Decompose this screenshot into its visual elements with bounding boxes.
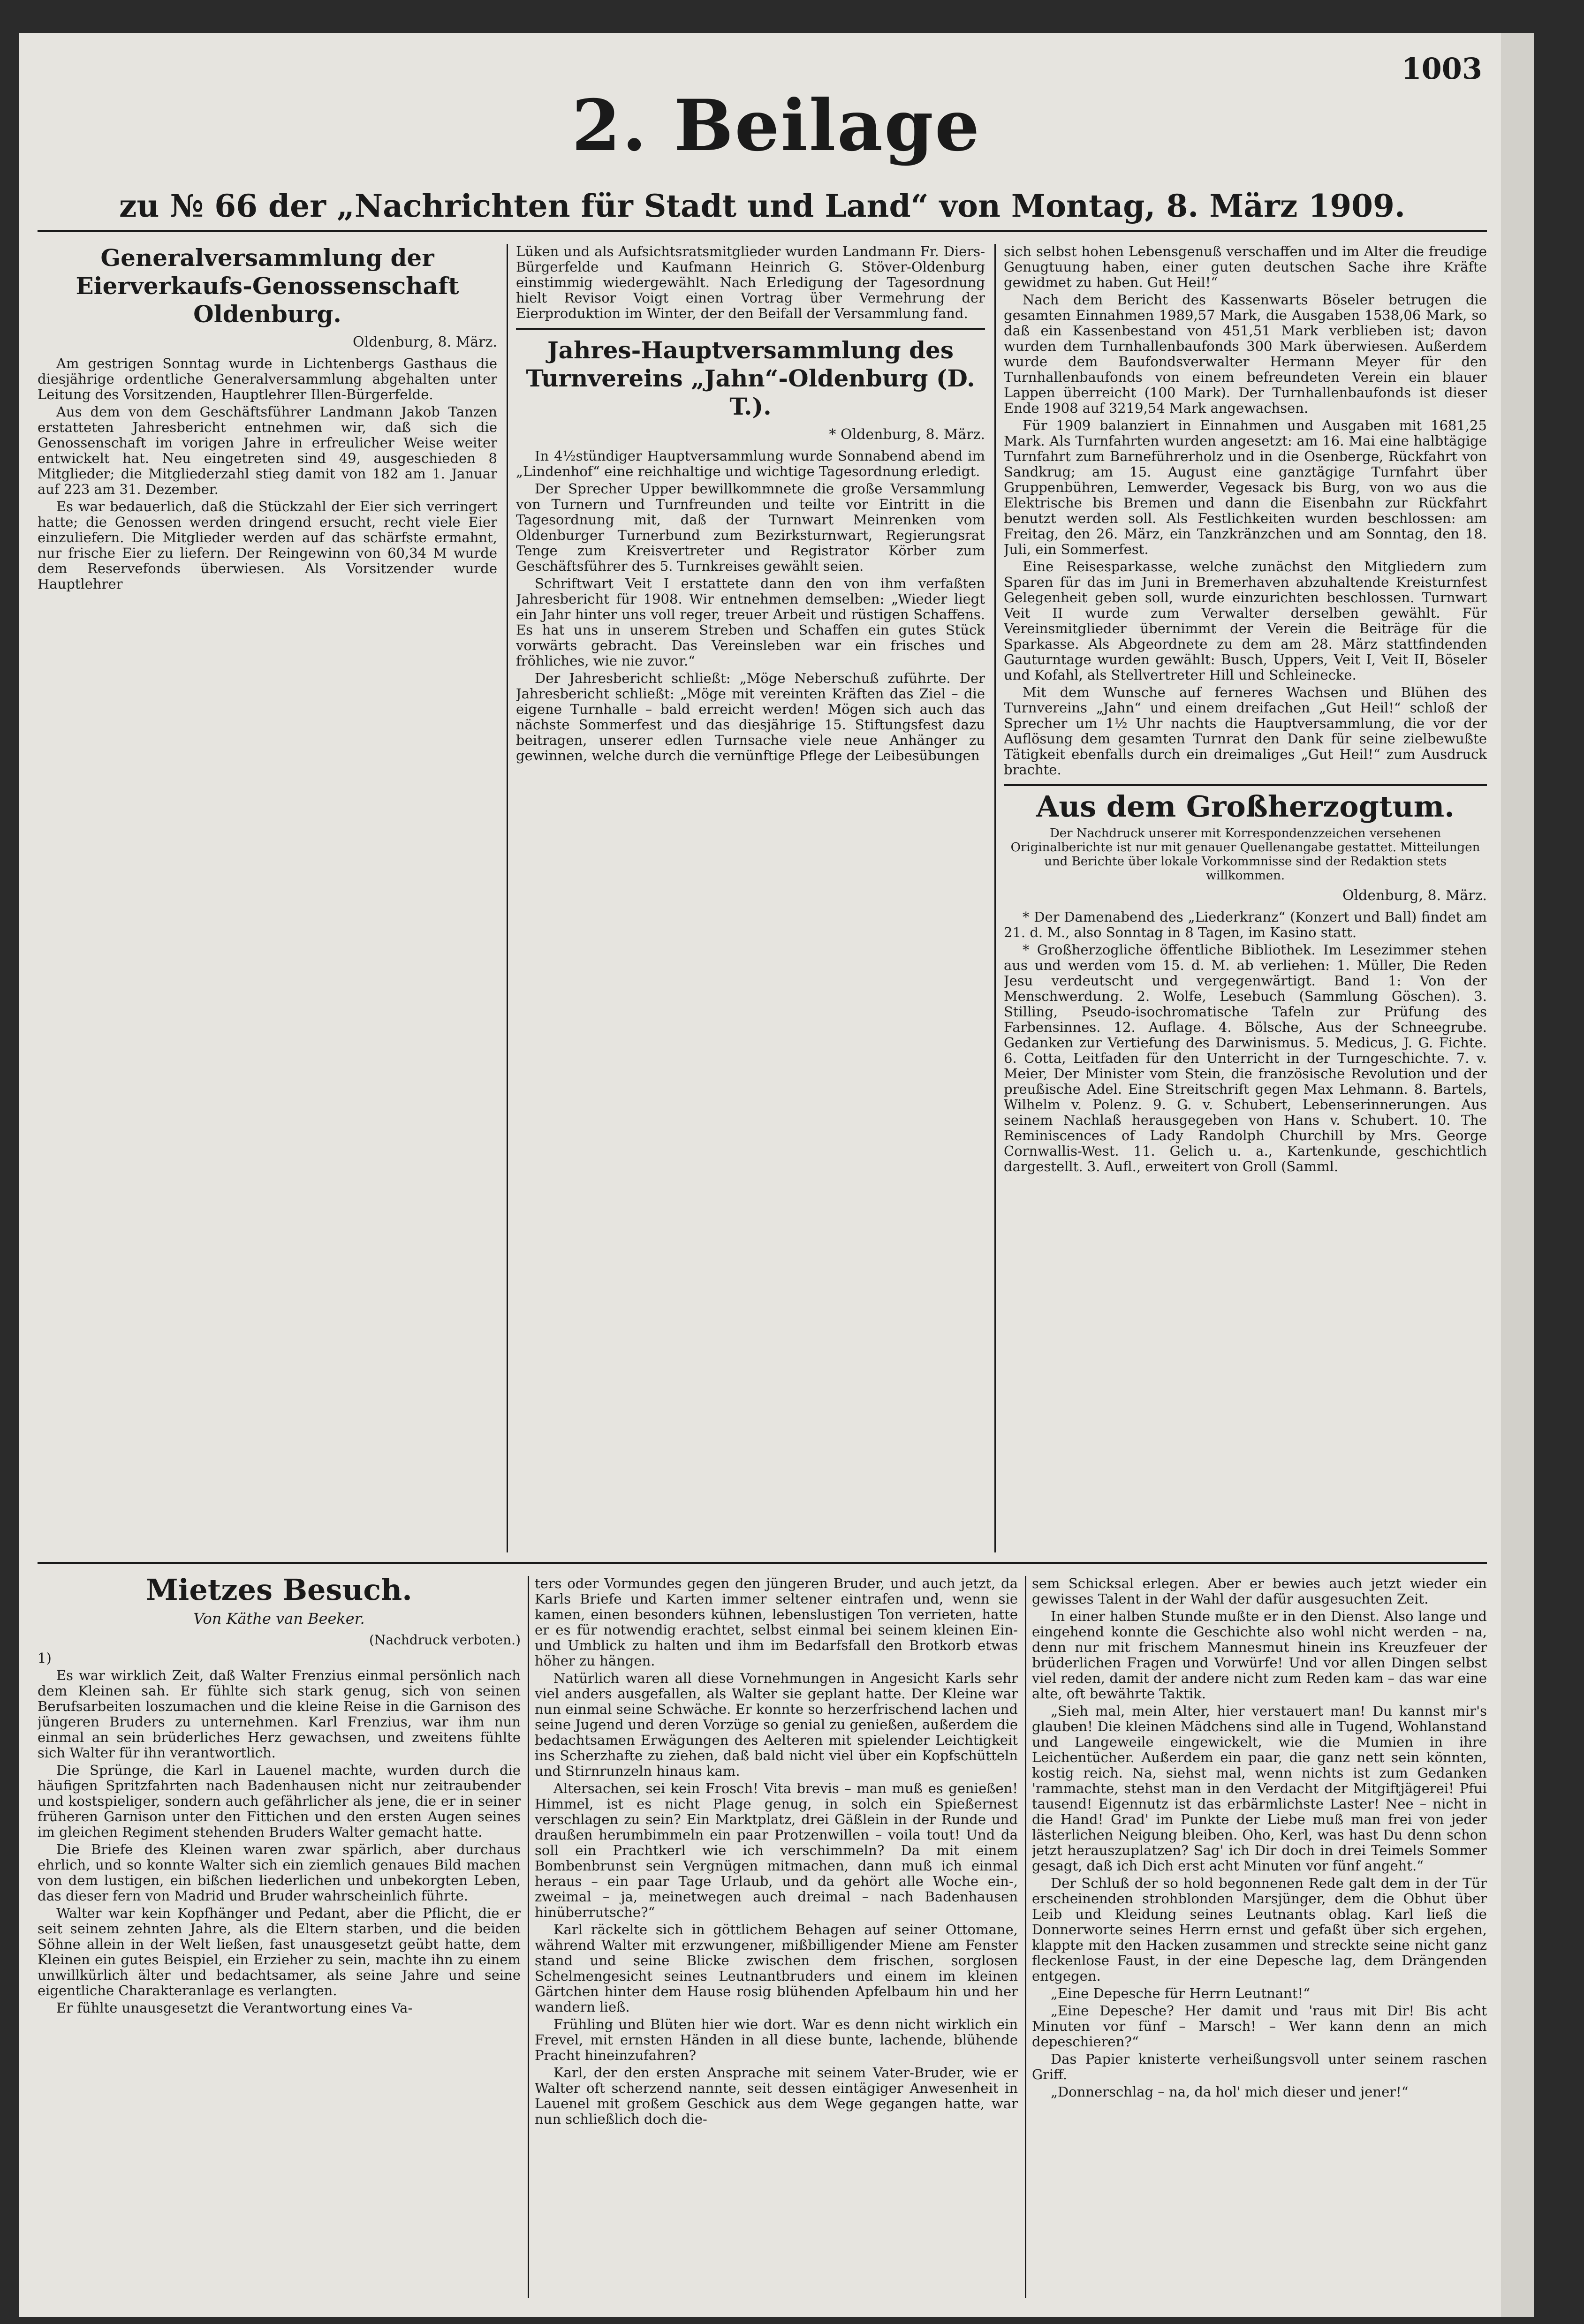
paragraph: Karl, der den ersten Ansprache mit seinem Vater-Bruder, wie er Walter oft scherzend nannte, seit dessen eintägiger Anwesenheit in Lauenel mit großem Geschick aus dem Wege gegangen hatte, war nun schließlich doch die-	[535, 2065, 1018, 2127]
header-rule	[38, 230, 1487, 232]
supplement-subtitle: zu № 66 der „Nachrichten für Stadt und Land“ von Montag, 8. März 1909.	[119, 188, 1405, 224]
article-rule	[516, 328, 985, 330]
article-turn-continued	[1004, 244, 1487, 1552]
story-column-2	[535, 1576, 1018, 2298]
column-divider	[507, 244, 508, 1552]
feuilleton-rule	[38, 1562, 1487, 1564]
paragraph: In 4½stündiger Hauptversammlung wurde Sonnabend abend im „Lindenhof“ eine reichhaltige und wichtige Tagesordnung erledigt.	[516, 448, 985, 479]
paragraph: Er fühlte unausgesetzt die Verantwortung eines Va-	[56, 2000, 413, 2016]
copyright-note: (Nachdruck verboten.)	[369, 1632, 521, 1648]
paragraph: Altersachen, sei kein Frosch! Vita brevis – man muß es genießen! Himmel, ist es nicht Plage genug, in solch ein Spießernest verschlagen zu sein? Ein Marktplatz, drei Gäßlein in der Runde und draußen herumbimmeln ein paar Protzenwillen – voila tout! Und da soll ein Prachtkerl wie ich verschimmeln? Da mit einem Bombenbrunst sein Vergnügen mitmachen, dann muß ich einmal heraus – ein paar Tage Urlaub, und da gehört alle Woche ein-, zweimal – ja, meinetwegen auch dreimal – nach Badenhausen hinüberrutsche?“	[535, 1780, 1018, 1920]
article-title: Jahres-Hauptversammlung des Turnvereins „Jahn“-Oldenburg (D. T.).	[526, 336, 975, 420]
column-divider	[994, 244, 996, 1552]
reprint-note: Der Nachdruck unserer mit Korrespondenzzeichen versehenen Originalberichte ist nur mit genauer Quellenangabe gestattet. Mitteilungen und Berichte über lokale Vorkommnisse sind der Redaktion stets willkommen.	[1010, 826, 1480, 883]
story-column-3	[1032, 1576, 1487, 2298]
paragraph: Walter war kein Kopfhänger und Pedant, aber die Pflicht, die er seit seinem zehnten Jahre, als die Eltern starben, und die beiden Söhne allein in der Welt ließen, fast unausgesetzt geübt hatte, dem Kleinen ein gutes Beispiel, ein Erzieher zu sein, machte ihn zu einem unwillkürlich älter und bedachtsamer, als seine Jahre und seine eigentliche Charakteranlage es verlangten.	[38, 1905, 521, 1998]
paragraph: Der Schluß der so hold begonnenen Rede galt dem in der Tür erscheinenden strohblonden Marsjünger, dem die Obhut über Leib und Kleidung seines Leutnants oblag. Karl ließ die Donnerworte seines Herrn ernst und gefaßt über sich ergehen, klappte mit den Hacken zusammen und streckte seine nicht ganz fleckenlose Faust, in der eine Depesche lag, dem Drängenden entgegen.	[1032, 1875, 1487, 1984]
dateline: Oldenburg, 8. März.	[352, 334, 497, 350]
paragraph: Am gestrigen Sonntag wurde in Lichtenbergs Gasthaus die diesjährige ordentliche Generalversammlung abgehalten unter Leitung des Vorsitzenden, Hauptlehrer Illen-Bürgerfelde.	[38, 356, 497, 402]
article-eier-continued	[516, 244, 985, 1552]
paragraph: Das Papier knisterte verheißungsvoll unter seinem raschen Griff.	[1032, 2051, 1487, 2082]
column-divider	[1025, 1576, 1026, 2298]
paragraph: „Donnerschlag – na, da hol' mich dieser und jener!“	[1051, 2084, 1409, 2100]
paragraph: Für 1909 balanziert in Einnahmen und Ausgaben mit 1681,25 Mark. Als Turnfahrten wurden angesetzt: am 16. Mai eine halbtägige Turnfahrt zum Barneführerholz und in die Osenberge, Rückfahrt von Sandkrug; am 15. August eine ganztägige Turnfahrt über Gruppenbühren, Lemwerder, Vegesack bis Burg, von wo aus die Elektrische bis Bremen und dann die Eisenbahn zur Rückfahrt benutzt werden soll. Als Festlichkeiten wurden beschlossen: am Freitag, den 26. März, ein Tanzkränzchen und am Sonntag, den 18. Juli, ein Sommerfest.	[1004, 417, 1487, 557]
page-number: 1003	[1401, 52, 1482, 86]
dateline: * Oldenburg, 8. März.	[829, 426, 985, 443]
paragraph: Karl räckelte sich in göttlichem Behagen auf seiner Ottomane, während Walter mit erzwungener, mißbilligender Miene am Fenster stand und seine Blicke zwischen dem frischen, sorglosen Schelmengesicht seines Leutnantbruders und einem im kleinen Gärtchen hinter dem Hause rosig blühenden Apfelbaum hin und her wandern ließ.	[535, 1922, 1018, 2015]
column-divider	[528, 1576, 529, 2298]
article-title: Generalversammlung der Eierverkaufs-Genossenschaft Oldenburg.	[76, 244, 459, 328]
paragraph: „Sieh mal, mein Alter, hier verstauert man! Du kannst mir's glauben! Die kleinen Mädchens sind alle in Tugend, Wohlanstand und Langeweile eingewickelt, wie die Mumien in ihre Leichentücher. Außerdem ein paar, die ganz nett sein könnten, kostig reich. Na, siehst mal, wenn nichts ist zum Gedanken 'rammachte, stehst man in den Verdacht der Mitgiftjägerei! Pfui tausend! Eigennutz ist das erbärmlichste Laster! Nee – nicht in die Hand! Grad' im Punkte der Liebe muß man frei von jeder lästerlichen Neigung bleiben. Oho, Kerl, was hast Du denn schon jetzt herauszuplatzen? Sag' ich Dir doch in drei Teimels Sommer gesagt, daß ich Dich erst acht Minuten vor fünf angeht.“	[1032, 1703, 1487, 1874]
paragraph: Eine Reisesparkasse, welche zunächst den Mitgliedern zum Sparen für das im Juni in Bremerhaven abzuhaltende Kreisturnfest Gelegenheit geben soll, wurde einzurichten beschlossen. Turnwart Veit II wurde zum Verwalter derselben gewählt. Für Vereinsmitglieder übernimmt der Verein die Beiträge für die Sparkasse. Als Abgeordnete zu dem am 28. März stattfindenden Gauturntage wurden gewählt: Busch, Uppers, Veit I, Veit II, Böseler und Kofahl, als Stellvertreter Hill und Schleinecke.	[1004, 559, 1487, 683]
paragraph: * Großherzogliche öffentliche Bibliothek. Im Lesezimmer stehen aus und werden vom 15. d. M. ab verliehen: 1. Müller, Die Reden Jesu verdeutscht und vergegenwärtigt. Band 1: Von der Menschwerdung. 2. Wolfe, Lesebuch (Sammlung Göschen). 3. Stilling, Pseudo-isochromatische Tafeln zur Prüfung des Farbensinnes. 12. Auflage. 4. Bölsche, Aus der Schneegrube. Gedanken zur Vertiefung des Darwinismus. 5. Medicus, J. G. Fichte. 6. Cotta, Leitfaden für den Unterricht in der Turngeschichte. 7. v. Meier, Der Minister vom Stein, die französische Revolution und der preußische Adel. Eine Streitschrift gegen Max Lehmann. 8. Bartels, Wilhelm v. Polenz. 9. G. v. Schubert, Lebenserinnerungen. Aus seinem Nachlaß herausgegeben von Hans v. Schubert. 10. The Reminiscences of Lady Randolph Churchill by Mrs. George Cornwallis-West. 11. Gelich u. a., Kartenkunde, geschichtlich dargestellt. 3. Aufl., erweitert von Groll (Samml.	[1004, 942, 1487, 1174]
paragraph: Es war wirklich Zeit, daß Walter Frenzius einmal persönlich nach dem Kleinen sah. Er fühlte sich stark genug, sich von seinen Berufsarbeiten loszumachen und die kleine Reise in die Garnison des jüngeren Bruders zu unternehmen. Karl Frenzius, war ihm nun einmal an sein brüderliches Herz gewachsen, und zweitens fühlte sich Walter für ihn verantwortlich.	[38, 1667, 521, 1761]
article-eier	[38, 244, 497, 1552]
paragraph: Der Sprecher Upper bewillkommnete die große Versammlung von Turnern und Turnfreunden und teilte vor Eintritt in die Tagesordnung mit, daß der Turnwart Meinrenken vom Oldenburger Turnerbund zum Bezirksturnwart, Regierungsrat Tenge zum Kreisvertreter und Registrator Körber zum Geschäftsführer des 5. Turnkreises gewählt seien.	[516, 481, 985, 574]
story-title: Mietzes Besuch.	[146, 1576, 412, 1607]
paragraph: ters oder Vormundes gegen den jüngeren Bruder, und auch jetzt, da Karls Briefe und Karten immer seltener eintrafen und, wenn sie kamen, einen besonders kühnen, lebenslustigen Ton verrieten, hatte er es für notwendig erachtet, selbst einmal bei seinem kleinen Ein- und Umblick zu halten und ihm im Bedarfsfall den Brotkorb etwas höher zu hängen.	[535, 1576, 1018, 1669]
story-column-1	[38, 1576, 521, 2298]
paragraph: In einer halben Stunde mußte er in den Dienst. Also lange und eingehend konnte die Geschichte also wohl nicht werden – na, denn nur mit frischem Mannesmut hinein ins Kreuzfeuer der brüderlichen Fragen und Vorwürfe! Und vor allen Dingen selbst viel reden, damit der andere nicht zum Reden kam – das war eine alte, oft bewährte Taktik.	[1032, 1608, 1487, 1702]
paragraph: * Der Damenabend des „Liederkranz“ (Konzert und Ball) findet am 21. d. M., also Sonntag in 8 Tagen, im Kasino statt.	[1004, 909, 1487, 940]
paragraph: Lüken und als Aufsichtsratsmitglieder wurden Landmann Fr. Diers-Bürgerfelde und Kaufmann Heinrich G. Stöver-Oldenburg einstimmig wiedergewählt. Nach Erledigung der Tagesordnung hielt Revisor Voigt einen Vortrag über Vermehrung der Eierproduktion im Winter, der den Beifall der Versammlung fand.	[516, 244, 985, 321]
paragraph: Frühling und Blüten hier wie dort. War es denn nicht wirklich ein Frevel, mit ernsten Händen in all diese bunte, lachende, blühende Pracht hineinzufahren?	[535, 2016, 1018, 2063]
paragraph: Die Sprünge, die Karl in Lauenel machte, wurden durch die häufigen Spritzfahrten nach Badenhausen nicht nur zeitraubender und kostspieliger, sondern auch gefährlicher als jene, die er in seiner früheren Garnison unter den Fittichen und den ersten Augen seines im gleichen Regiment stehenden Bruders Walter gemacht hatte.	[38, 1762, 521, 1840]
paragraph: „Eine Depesche für Herrn Leutnant!“	[1051, 1985, 1310, 2001]
section-title: Aus dem Großherzogtum.	[1036, 789, 1455, 824]
dateline: Oldenburg, 8. März.	[1342, 887, 1487, 904]
paragraph: Natürlich waren all diese Vornehmungen in Angesicht Karls sehr viel anders ausgefallen, als Walter sie geplant hatte. Der Kleine war nun einmal seine Schwäche. Er konnte so herzerfrischend lachen und seine Jugend und deren Vorzüge so genial zu genießen, außerdem die bedachtsamen Erwägungen des Aelteren mit spielender Leichtigkeit ins Scherzhafte zu ziehen, daß bald nicht viel über ein Kopfschütteln und Stirnrunzeln hinaus kam.	[535, 1670, 1018, 1779]
paragraph: Es war bedauerlich, daß die Stückzahl der Eier sich verringert hatte; die Genossen werden dringend ersucht, recht viele Eier einzuliefern. Die Mitglieder werden auf das schärfste ermahnt, nur frische Eier zu liefern. Der Reingewinn von 60,34 M wurde dem Reservefonds überwiesen. Als Vorsitzender wurde Hauptlehrer	[38, 499, 497, 592]
supplement-title: 2. Beilage	[571, 84, 981, 167]
newspaper-page	[19, 33, 1534, 2317]
paragraph: „Eine Depesche? Her damit und 'raus mit Dir! Bis acht Minuten vor fünf – Marsch! – Wer kann denn an mich depeschieren?“	[1032, 2003, 1487, 2050]
paragraph: Mit dem Wunsche auf ferneres Wachsen und Blühen des Turnvereins „Jahn“ und einem dreifachen „Gut Heil!“ schloß der Sprecher um 1½ Uhr nachts die Hauptversammlung, die vor der Auflösung dem gesamten Turnrat den Dank für seine zielbewußte Tätigkeit ebenfalls durch ein dreimaliges „Gut Heil!“ zum Ausdruck brachte.	[1004, 684, 1487, 778]
page-edge	[1501, 33, 1534, 2317]
paragraph: Schriftwart Veit I erstattete dann den von ihm verfaßten Jahresbericht für 1908. Wir entnehmen demselben: „Wieder liegt ein Jahr hinter uns voll reger, treuer Arbeit und rüstigen Schaffens. Es hat uns in unserem Streben und Schaffen ein gutes Stück vorwärts gebracht. Das Vereinsleben war ein frisches und fröhliches, wie nie zuvor.“	[516, 575, 985, 669]
story-author: Von Käthe van Beeker.	[193, 1610, 365, 1628]
installment-number: 1)	[38, 1650, 52, 1666]
paragraph: Aus dem von dem Geschäftsführer Landmann Jakob Tanzen erstatteten Jahresbericht entnehmen wir, daß sich die Genossenschaft im vorigen Jahre in erfreulicher Weise weiter entwickelt hat. Neu eingetreten sind 49, ausgeschieden 8 Mitglieder; die Mitgliederzahl stieg damit von 182 am 1. Januar auf 223 am 31. Dezember.	[38, 404, 497, 497]
paragraph: Die Briefe des Kleinen waren zwar spärlich, aber durchaus ehrlich, und so konnte Walter sich ein ziemlich genaues Bild machen von dem lustigen, ein bißchen liederlichen und unbekorgten Leben, das dieser fern von Madrid und Bruder wahrscheinlich führte.	[38, 1841, 521, 1904]
article-rule	[1004, 784, 1487, 786]
paragraph: sich selbst hohen Lebensgenuß verschaffen und im Alter die freudige Genugtuung haben, einer guten deutschen Sache ihre Kräfte gewidmet zu haben. Gut Heil!“	[1004, 244, 1487, 290]
paragraph: Der Jahresbericht schließt: „Möge Neberschuß zuführte. Der Jahresbericht schließt: „Möge mit vereinten Kräften das Ziel – die eigene Turnhalle – bald erreicht werden! Mögen sich auch das nächste Sommerfest und das diesjährige 15. Stiftungsfest dazu beitragen, unserer edlen Turnsache viele neue Anhänger zu gewinnen, welche durch die vernünftige Pflege der Leibesübungen	[516, 670, 985, 764]
paragraph: sem Schicksal erlegen. Aber er bewies auch jetzt wieder ein gewisses Talent in der Wahl der dafür ausgesuchten Zeit.	[1032, 1576, 1487, 1607]
paragraph: Nach dem Bericht des Kassenwarts Böseler betrugen die gesamten Einnahmen 1989,57 Mark, die Ausgaben 1538,06 Mark, so daß ein Kassenbestand von 451,51 Mark verblieben ist; davon wurden dem Turnhallenbaufonds 300 Mark überwiesen. Außerdem wurde dem Baufondsverwalter Hermann Meyer für den Turnhallenbaufonds von einem befreundeten Verein ein blauer Lappen überreicht (100 Mark). Der Turnhallenbaufonds ist dieser Ende 1908 auf 3219,54 Mark angewachsen.	[1004, 292, 1487, 416]
